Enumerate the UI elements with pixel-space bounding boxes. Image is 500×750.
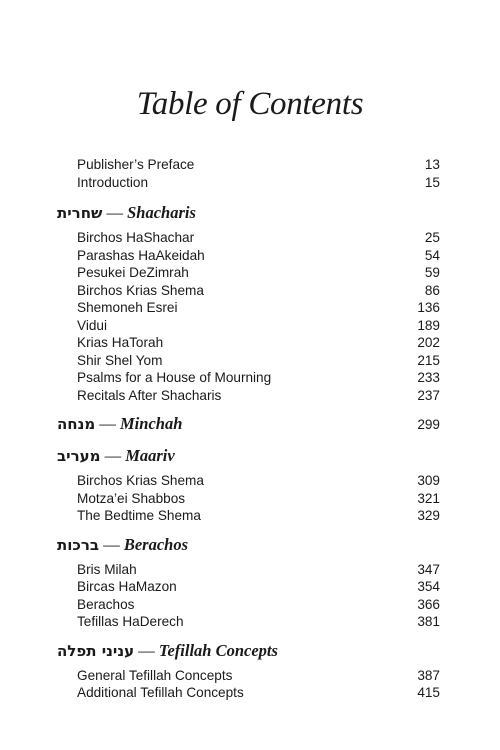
toc-entry [57, 387, 440, 405]
entry-label: Pesukei DeZimrah [77, 265, 189, 280]
entry-label: Shir Shel Yom [77, 352, 163, 368]
toc-entry [57, 578, 440, 596]
entry-label: Recitals After Shacharis [77, 387, 222, 403]
entry-page-number: 215 [417, 352, 440, 368]
toc-entry [57, 684, 440, 702]
entry-page-number: 15 [424, 174, 440, 190]
entry-page-number: 347 [417, 561, 440, 577]
toc-entry [57, 299, 440, 317]
section-page-number: 299 [417, 417, 440, 432]
entry-label: Tefillas HaDerech [77, 614, 184, 629]
entry-page-number: 354 [417, 579, 440, 594]
section-english-title: Shacharis [127, 203, 196, 222]
entry-label: Vidui [77, 317, 107, 333]
toc-entry [57, 352, 440, 370]
entry-label: Psalms for a House of Mourning [77, 370, 272, 385]
entry-page-number: 309 [417, 473, 440, 488]
toc-entry [57, 472, 440, 490]
toc-entry [57, 507, 440, 525]
entry-label: Birchos Krias Shema [77, 473, 204, 488]
entry-label: Publisher’s Preface [77, 157, 195, 172]
entry-label: General Tefillah Concepts [77, 667, 233, 683]
entry-page-number: 59 [424, 265, 440, 280]
section-dash: — [104, 446, 122, 465]
toc-entry [57, 667, 440, 685]
entry-page-number: 136 [417, 300, 440, 315]
section-english-title: Tefillah Concepts [158, 640, 278, 660]
section-dash: — [138, 640, 155, 660]
entry-page-number: 237 [417, 387, 440, 403]
section-heading-shacharis [57, 201, 440, 225]
section-heading-tefillah-concepts [57, 639, 440, 663]
entry-page-number: 387 [417, 667, 440, 683]
toc-entry [57, 264, 440, 282]
section-heading-maariv [57, 444, 440, 468]
section-dash: — [103, 534, 120, 554]
entry-label: Bircas HaMazon [77, 579, 177, 594]
toc-entry [57, 317, 440, 335]
section-hebrew-title: שחרית [57, 204, 103, 222]
toc-entry [57, 334, 440, 352]
entry-label: Motza’ei Shabbos [77, 490, 186, 506]
entry-label: Introduction [77, 174, 149, 190]
section-hebrew-title: מעריב [57, 447, 101, 465]
section-english-title: Minchah [120, 414, 183, 433]
entry-page-number: 329 [417, 508, 440, 523]
section-dash: — [106, 203, 123, 222]
entry-page-number: 415 [417, 685, 440, 700]
entry-page-number: 366 [417, 596, 440, 612]
entry-label: Parashas HaAkeidah [77, 247, 205, 263]
entry-page-number: 54 [424, 247, 440, 263]
entry-page-number: 321 [417, 490, 440, 506]
toc-entry [57, 229, 440, 247]
section-hebrew-title: עניני תפלה [57, 641, 135, 660]
entry-label: Berachos [77, 596, 135, 612]
entry-page-number: 25 [424, 230, 440, 245]
toc-entry [57, 282, 440, 300]
section-dash: — [99, 414, 116, 433]
toc-entry [57, 247, 440, 265]
entry-label: Additional Tefillah Concepts [77, 685, 244, 700]
section-english-title: Berachos [123, 534, 188, 554]
entry-page-number: 189 [417, 317, 440, 333]
toc-entry [57, 369, 440, 387]
toc-entry [57, 596, 440, 614]
toc-entry-publishers-preface [57, 156, 440, 174]
toc-entry [57, 490, 440, 508]
entry-page-number: 13 [424, 157, 440, 172]
table-of-contents [57, 156, 440, 702]
toc-entry [57, 561, 440, 579]
section-hebrew-title: מנחה [57, 415, 96, 433]
entry-label: Shemoneh Esrei [77, 300, 178, 315]
entry-label: The Bedtime Shema [77, 508, 201, 523]
section-heading-minchah [57, 412, 440, 436]
entry-page-number: 86 [424, 282, 440, 298]
section-heading-berachos [57, 533, 440, 557]
entry-page-number: 202 [417, 335, 440, 350]
entry-label: Bris Milah [77, 561, 137, 577]
entry-page-number: 233 [417, 370, 440, 385]
section-english-title: Maariv [125, 446, 175, 465]
entry-label: Birchos HaShachar [77, 230, 195, 245]
entry-label: Birchos Krias Shema [77, 282, 204, 298]
section-hebrew-title: ברכות [57, 535, 100, 554]
toc-entry [57, 613, 440, 631]
page-title: Table of Contents [136, 86, 364, 122]
entry-label: Krias HaTorah [77, 335, 164, 350]
entry-page-number: 381 [417, 614, 440, 629]
toc-entry-introduction [57, 174, 440, 192]
